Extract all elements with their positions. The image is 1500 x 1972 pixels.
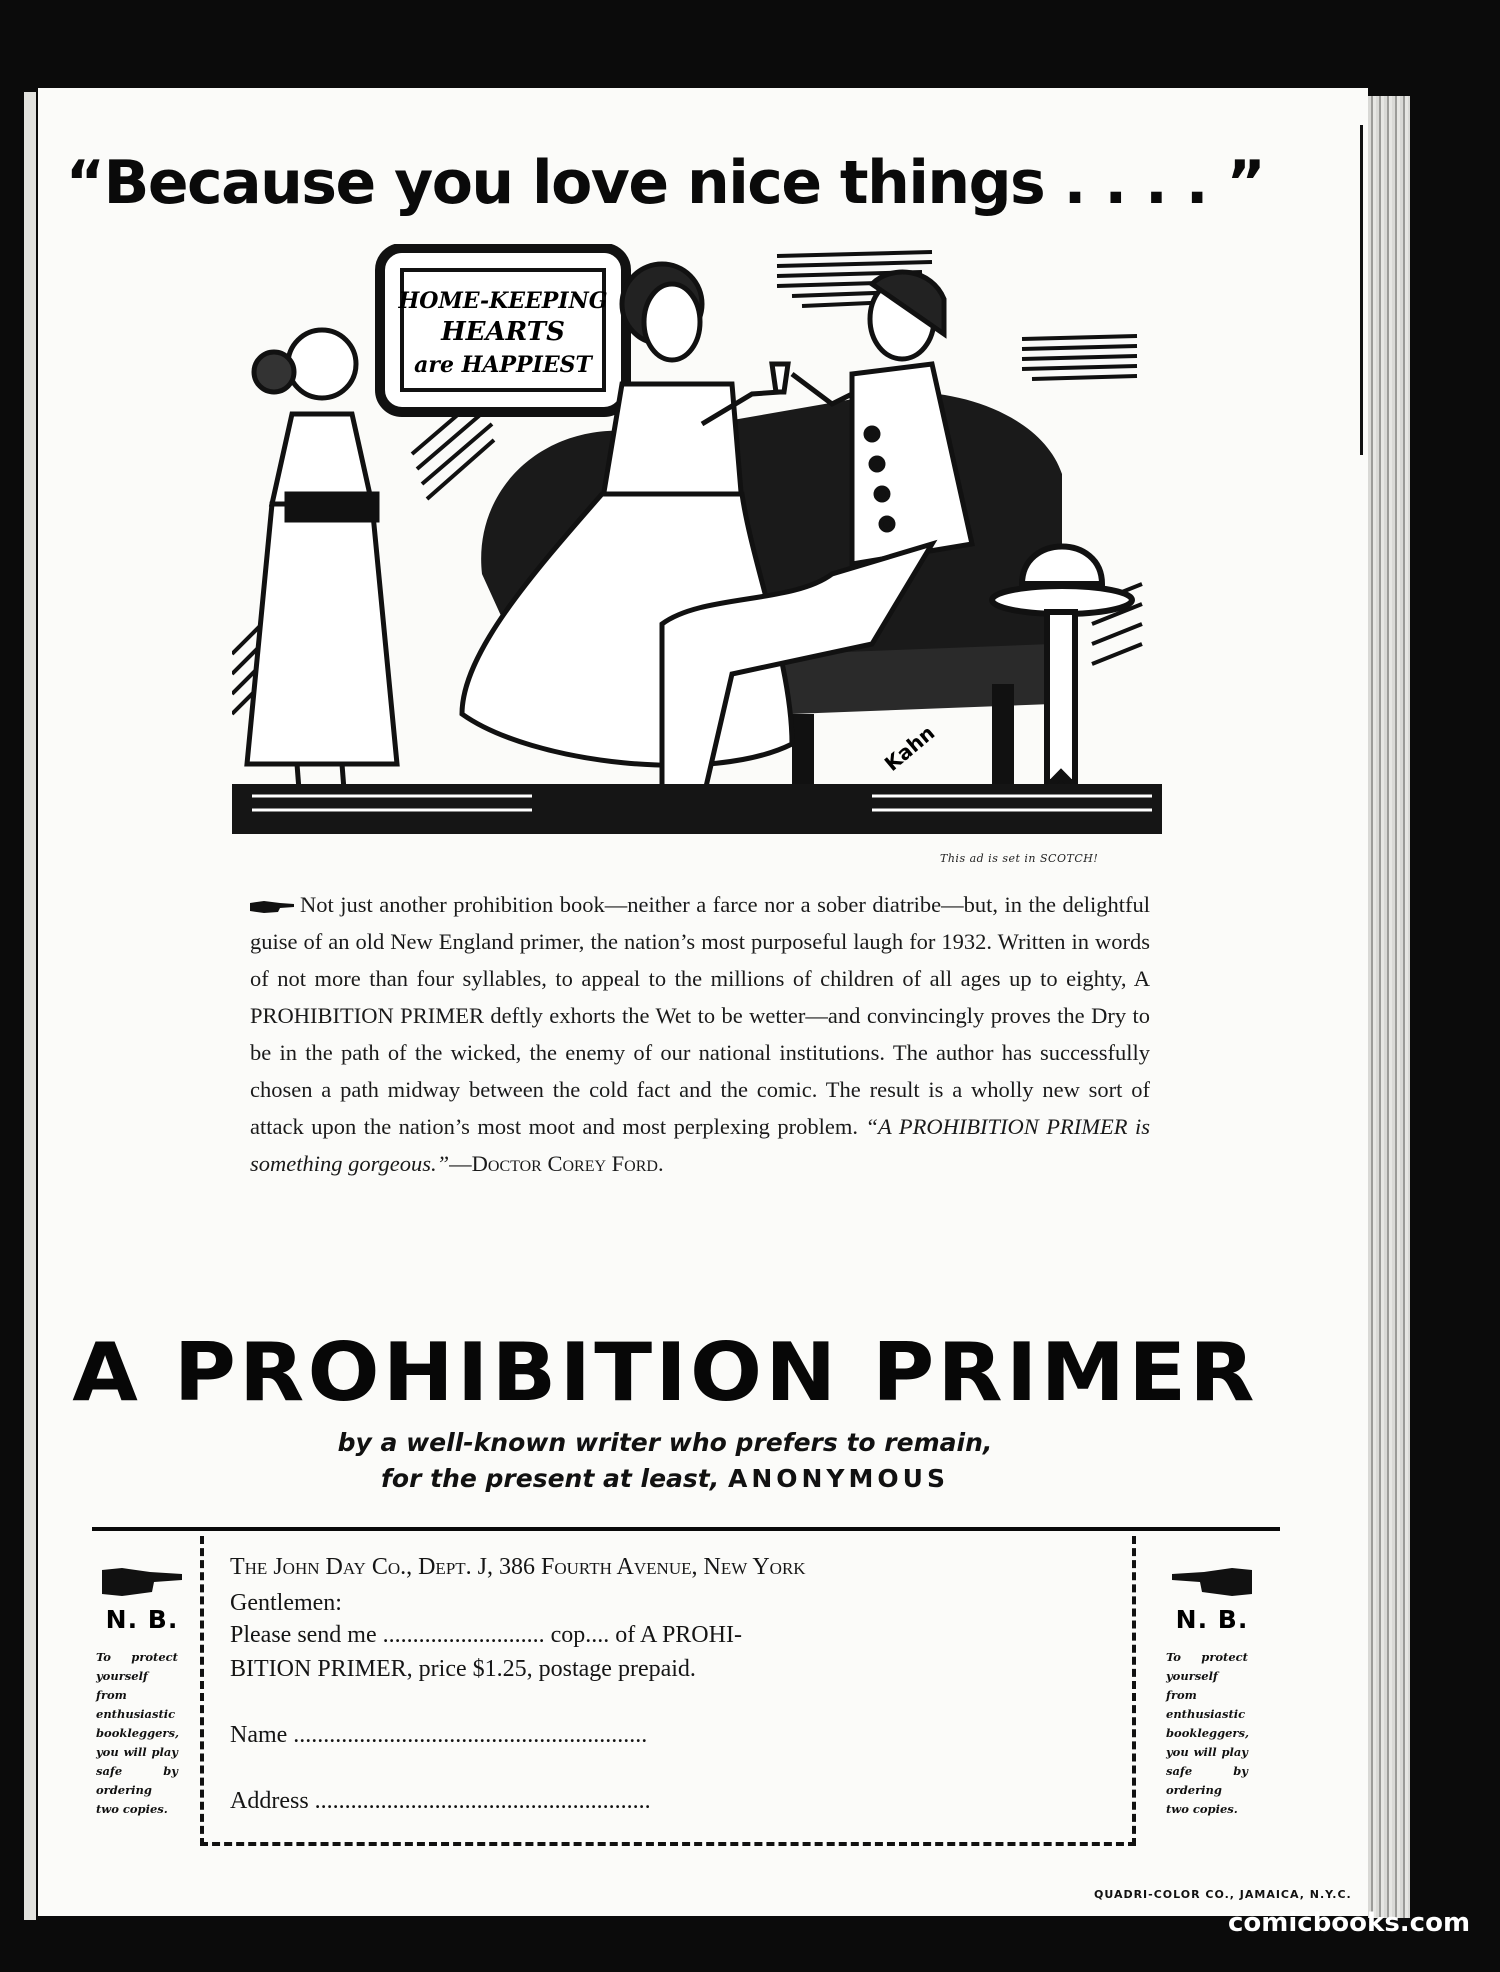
nb-title: N. B. — [105, 1605, 179, 1634]
byline-line-1: by a well-known writer who prefers to remain, — [337, 1428, 993, 1457]
body-attribution: —Doctor Corey Ford. — [449, 1151, 664, 1176]
pointing-hand-icon — [102, 1564, 182, 1600]
caption: This ad is set in SCOTCH! — [940, 852, 1099, 865]
printer-credit: QUADRI-COLOR CO., JAMAICA, N.Y.C. — [1094, 1888, 1352, 1901]
sign-line-1: HOME-KEEPING — [398, 288, 608, 314]
watermark: comicbooks.com — [1228, 1908, 1471, 1938]
body-paragraph: Not just another prohibition book—neither a farce nor a sober diatribe—but, in the delightful guise of an old New England primer, the nation’s most purposeful laugh for 1932. Written in words of not more than four syllables, to appeal to the millions of children of all ages up to eighty, A PROHIBITION PRIMER deftly exhorts the Wet to be wetter—and convincingly proves the Dry to be in the path of the wicked, the enemy of our national institutions. The author has successfully chosen a path midway between the cold fact and the comic. The result is a wholly new sort of attack upon the nation’s most moot and most perplexing problem. — [250, 892, 1150, 1139]
coupon-publisher-address: The John Day Co., Dept. J, 386 Fourth Avenue, New York — [230, 1554, 806, 1580]
byline-anonymous: ANONYMOUS — [727, 1464, 949, 1493]
nb-note-right — [1162, 1564, 1262, 1819]
left-page-edge — [24, 92, 36, 1920]
coupon-price-line: BITION PRIMER, price $1.25, postage prepaid. — [230, 1656, 696, 1682]
body-quote: “A PROHIBITION PRIMER is something gorgeous.” — [250, 1114, 1151, 1176]
page-stack-edge — [1368, 96, 1410, 1918]
coupon-order-line[interactable]: Please send me ........................... cop.... of A PROHI- — [230, 1622, 742, 1648]
body-text — [250, 886, 1150, 1182]
coupon-top-rule — [92, 1527, 1280, 1531]
byline-line-2-text: for the present at least, — [381, 1464, 720, 1493]
coupon-name-field[interactable]: Name ........................................................... — [230, 1722, 648, 1748]
scan-edge-mark — [1360, 125, 1363, 455]
illustration — [232, 244, 1162, 836]
book-title: A PROHIBITION PRIMER — [72, 1326, 1258, 1419]
coupon-address-field[interactable]: Address ........................................................ — [230, 1788, 651, 1814]
nb-title: N. B. — [1175, 1605, 1249, 1634]
nb-note-text: To protect yourself from enthusiastic bookleggers, you will play safe by ordering two copies. — [96, 1650, 179, 1816]
girl-figure — [247, 330, 397, 829]
pointing-hand-icon — [1172, 1564, 1252, 1600]
pointing-hand-icon — [250, 899, 294, 915]
sign-line-3: are HAPPIEST — [414, 352, 592, 378]
headline: “Because you love nice things . . . . ” — [65, 148, 1265, 218]
artist-signature: Kahn — [879, 720, 940, 776]
nb-note-left — [92, 1564, 192, 1819]
coupon-salutation: Gentlemen: — [230, 1590, 342, 1616]
framed-sign — [380, 248, 626, 412]
nb-note-text: To protect yourself from enthusiastic bookleggers, you will play safe by ordering two copies. — [1166, 1650, 1249, 1816]
byline-line-2 — [0, 1464, 1330, 1493]
sign-line-2: HEARTS — [441, 317, 565, 347]
